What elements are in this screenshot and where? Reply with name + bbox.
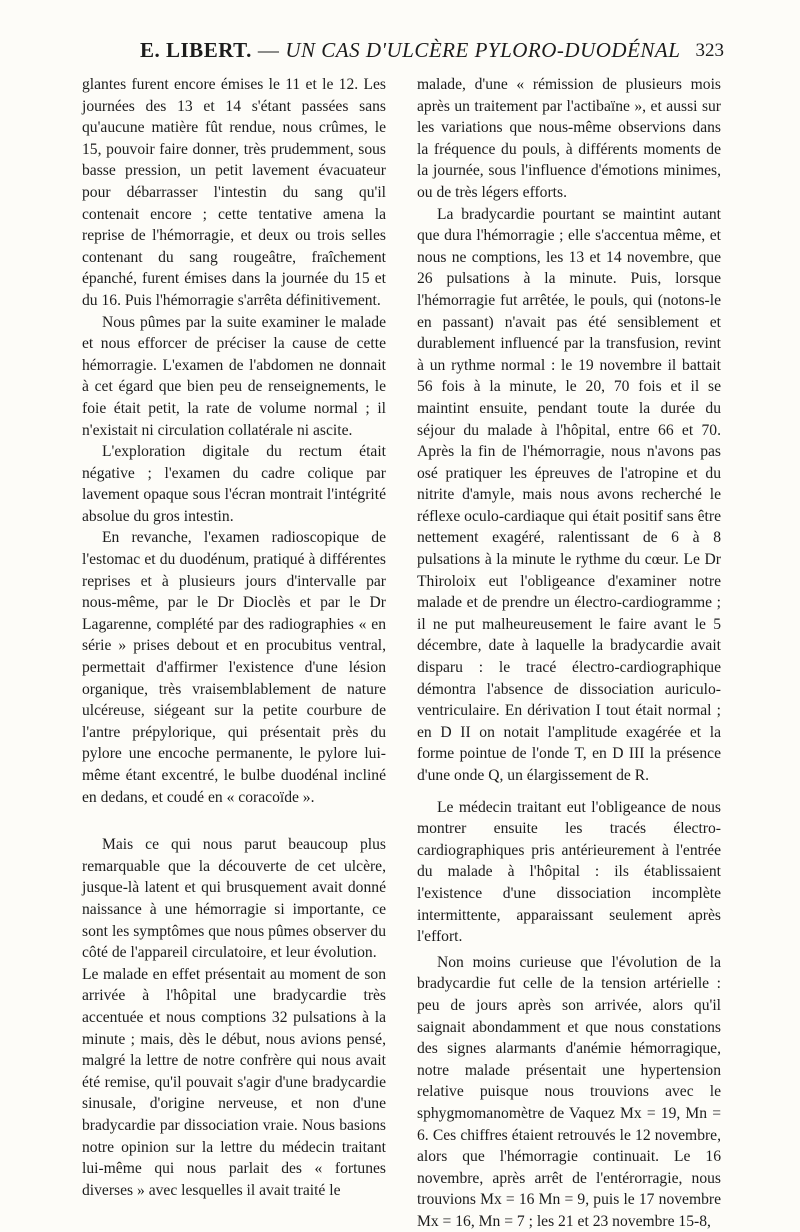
paragraph: La bradycardie pourtant se maintint autant que dura l'hémorragie ; elle s'accentua même, et nous ne comptions, les 13 et 14 novembre, que 26 pulsations à la minute. Puis, lorsque l'hémorragie fut arrêtée, le pouls, qui (notons-le en passant) n'avait pas été sensiblement et durablement influencé par la transfusion, revint à un rythme normal : le 19 novembre il battait 56 fois à la minute, le 20, 70 fois et il se maintint ensuite, pendant toute la durée du séjour du malade à l'hôpital, entre 66 et 70. Après la fin de l'hémorragie, nous n'avons pas osé pratiquer les épreuves de l'atropine et du nitrite d'amyle, mais nous avons recherché le réflexe oculo-cardiaque qui était positif sans être nettement exagéré, ralentissant de 6 à 8 pulsations à la minute le rythme du cœur. Le Dr Thiroloix eut l'obligeance d'examiner notre malade et de prendre un électro-cardiogramme ; il ne put malheureusement le faire avant le 5 décembre, date à laquelle la bradycardie avait disparu : le tracé électro-cardiographique démontra l'absence de dissociation auriculo-ventriculaire. En dérivation I tout était normal ; en D II on notait l'amplitude exagérée et la forme pointue de l'onde T, en D III la présence d'une onde Q, un élargissement de R. — [417, 205, 721, 784]
header-article-title: UN CAS D'ULCÈRE PYLORO-DUODÉNAL — [285, 38, 681, 62]
paragraph: En revanche, l'examen radioscopique de l'estomac et du duodénum, pratiqué à différentes reprises et à plusieurs jours d'intervalle par nous-même, par le Dr Dioclès et par le Dr Lagarenne, complété par des radiographies « en série » prises debout et en procubitus ventral, permettait d'affirmer l'existence d'une lésion organique, très vraisemblablement de nature ulcéreuse, siégeant sur la petite courbure de l'antre prépylorique, qui présentait près du pylore une encoche permanente, le pylore lui-même étant excentré, le bulbe duodénal incliné en dedans, et coudé en « coracoïde ». — [82, 529, 386, 806]
header-title — [140, 38, 680, 63]
paragraph: glantes furent encore émises le 11 et le 12. Les journées des 13 et 14 s'étant passées sans qu'aucune matière fût rendue, nous crûmes, le 15, pouvoir faire donner, très prudemment, sous basse pression, un petit lavement évacuateur pour débarrasser l'intestin du sang qu'il contenait encore ; cette tentative amena la reprise de l'hémorragie, et deux ou trois selles contenant du sang rougeâtre, fraîchement épanché, furent émises dans la journée du 15 et du 16. Puis l'hémorragie s'arrêta définitivement. — [82, 76, 386, 309]
left-column — [82, 74, 386, 1201]
running-header — [78, 38, 724, 66]
paragraph: malade, d'une « rémission de plusieurs mois après un traitement par l'actibaïne », et aussi sur les variations que nous-même observions dans la fréquence du pouls, à différents moments de la journée, sous l'influence d'émotions minimes, ou de très légers efforts. — [417, 76, 721, 201]
right-column — [417, 74, 721, 1232]
paragraph: Mais ce qui nous parut beaucoup plus remarquable que la découverte de cet ulcère, jusque-là latent et qui brusquement avait donné naissance à une hémorragie si importante, ce sont les symptômes que nous pûmes observer du côté de l'appareil circulatoire, et leur évolution. — [82, 836, 386, 962]
paragraph: Le médecin traitant eut l'obligeance de nous montrer ensuite les tracés électro-cardiographiques pris antérieurement à l'entrée du malade à l'hôpital : ils établissaient l'existence d'une dissociation incomplète intermittente, apparaissant seulement après l'effort. — [417, 798, 721, 946]
page-number: 323 — [695, 40, 724, 61]
paragraph: Nous pûmes par la suite examiner le malade et nous efforcer de préciser la cause de cette hémorragie. L'examen de l'abdomen ne donnait à cet égard que bien peu de renseignements, le foie était petit, la rate de volume normal ; il n'existait ni circulation collatérale ni ascite. — [82, 313, 386, 439]
paragraph: Le malade en effet présentait au moment de son arrivée à l'hôpital une bradycardie très accentuée et nous comptions 32 pulsations à la minute ; mais, dès le début, nous avions pensé, malgré la lettre de notre confrère qui nous avait été remise, qu'il pouvait s'agir d'une bradycardie sinusale, d'origine nerveuse, et non d'une bradycardie par dissociation vraie. Nous basions notre opinion sur la lettre du médecin traitant lui-même qui nous parlait des « fortunes diverses » avec lesquelles il avait traité le — [82, 965, 386, 1199]
paragraph: Non moins curieuse que l'évolution de la bradycardie fut celle de la tension artérielle : peu de jours après son arrivée, alors qu'il saignait abondamment et que nous constations des signes alarmants d'anémie hémorragique, notre malade présentait une hypertension relative puisque nous trouvions avec le sphygmomanomètre de Vaquez Mx = 19, Mn = 6. Ces chiffres étaient retrouvés le 12 novembre, alors que l'hémorragie continuait. Le 16 novembre, après arrêt de l'entérorragie, nous trouvions Mx = 16 Mn = 9, puis le 17 novembre Mx = 16, Mn = 7 ; les 21 et 23 novembre 15-8, — [417, 953, 721, 1230]
header-dash: — — [257, 38, 280, 62]
header-author: E. LIBERT. — [140, 38, 252, 62]
paragraph: L'exploration digitale du rectum était négative ; l'examen du cadre colique par lavement opaque sous l'écran montrait l'intégrité absolue du gros intestin. — [82, 443, 386, 525]
